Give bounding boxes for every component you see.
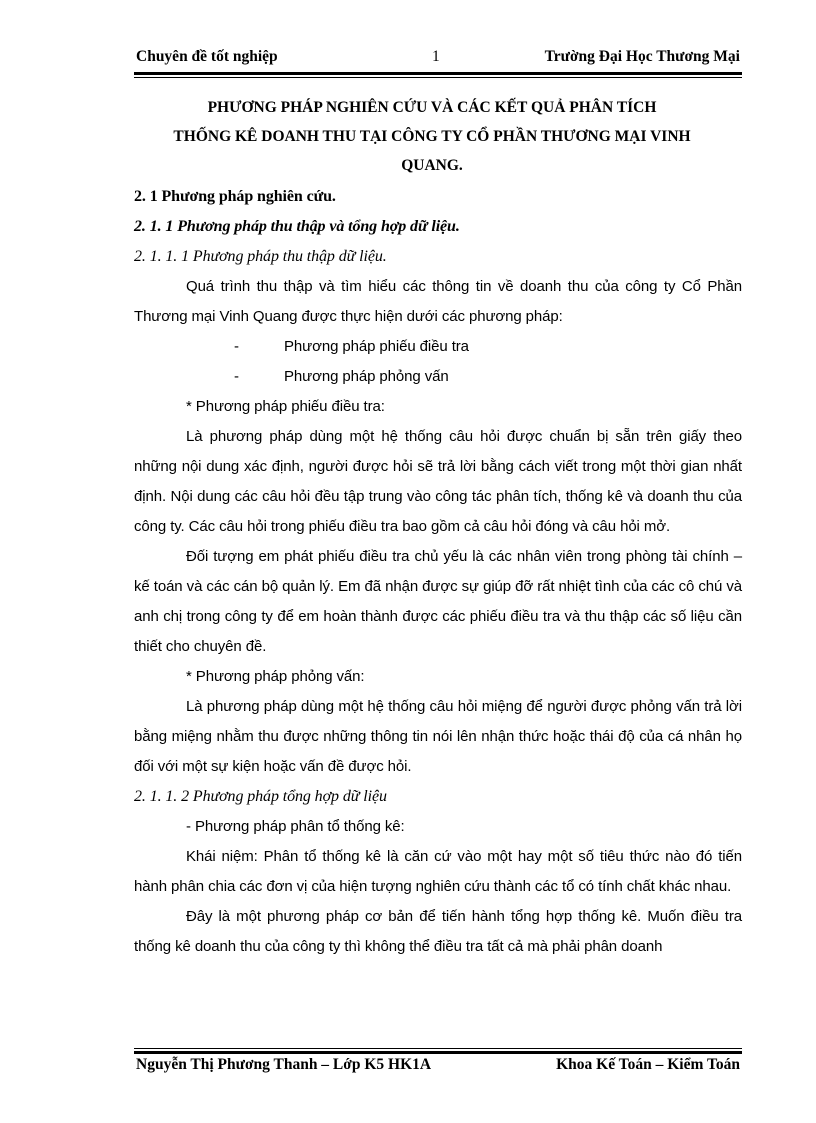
title-line: QUANG. bbox=[401, 157, 463, 174]
bullet-item bbox=[134, 332, 742, 362]
paragraph: Quá trình thu thập và tìm hiểu các thông tin về doanh thu của công ty Cổ Phần Thương mại Vinh Quang được thực hiện dưới các phương pháp: bbox=[134, 278, 742, 325]
bullet-marker: - bbox=[234, 338, 239, 355]
bullet-text: Phương pháp phỏng vấn bbox=[284, 368, 449, 385]
paragraph: Là phương pháp dùng một hệ thống câu hỏi miệng để người được phỏng vấn trả lời bằng miệng nhằm thu được những thông tin nói lên nhận thức hoặc thái độ của cá nhân họ đối với một sự kiện hoặc vấn đề được hỏi. bbox=[134, 698, 742, 775]
page-footer bbox=[136, 1056, 740, 1078]
paragraph: Khái niệm: Phân tổ thống kê là căn cứ vào một hay một số tiêu thức nào đó tiến hành phân chia các đơn vị của hiện tượng nghiên cứu thành các tổ có tính chất khác nhau. bbox=[134, 848, 742, 895]
chapter-title bbox=[136, 93, 728, 180]
header-right: Trường Đại Học Thương Mại bbox=[544, 48, 740, 65]
footer-left: Nguyễn Thị Phương Thanh – Lớp K5 HK1A bbox=[136, 1056, 432, 1073]
heading-2-1-1-1: 2. 1. 1. 1 Phương pháp thu thập dữ liệu. bbox=[134, 248, 387, 265]
heading-2-1-1-2: 2. 1. 1. 2 Phương pháp tổng hợp dữ liệu bbox=[134, 788, 387, 805]
footer-right: Khoa Kế Toán – Kiểm Toán bbox=[556, 1056, 740, 1073]
bullet-text: Phương pháp phiếu điều tra bbox=[284, 338, 469, 355]
title-line: THỐNG KÊ DOANH THU TẠI CÔNG TY CỔ PHẦN THƯƠNG MẠI VINH bbox=[173, 128, 691, 145]
title-line: PHƯƠNG PHÁP NGHIÊN CỨU VÀ CÁC KẾT QUẢ PHÂN TÍCH bbox=[207, 99, 657, 116]
page-header bbox=[136, 48, 740, 70]
body-content bbox=[134, 182, 742, 962]
header-left: Chuyên đề tốt nghiệp bbox=[136, 48, 278, 65]
footer-rule bbox=[134, 1051, 742, 1054]
heading-2-1: 2. 1 Phương pháp nghiên cứu. bbox=[134, 188, 336, 205]
page-number: 1 bbox=[432, 48, 440, 65]
paragraph: Là phương pháp dùng một hệ thống câu hỏi được chuẩn bị sẵn trên giấy theo những nội dung xác định, người được hỏi sẽ trả lời bằng cách viết trong một thời gian nhất định. Nội dung các câu hỏi đều tập trung vào công tác phân tích, thống kê và doanh thu của công ty. Các câu hỏi trong phiếu điều tra bao gồm cả câu hỏi đóng và câu hỏi mở. bbox=[134, 428, 742, 535]
header-rule-thin bbox=[134, 77, 742, 78]
paragraph: Đối tượng em phát phiếu điều tra chủ yếu là các nhân viên trong phòng tài chính – kế toán và các cán bộ quản lý. Em đã nhận được sự giúp đỡ rất nhiệt tình của các cô chú và anh chị trong công ty để em hoàn thành được các phiếu điều tra và thu thập các số liệu cần thiết cho chuyên đề. bbox=[134, 548, 742, 655]
paragraph: Đây là một phương pháp cơ bản để tiến hành tổng hợp thống kê. Muốn điều tra thống kê doanh thu của công ty thì không thể điều tra tất cả mà phải phân doanh bbox=[134, 908, 742, 955]
paragraph: * Phương pháp phiếu điều tra: bbox=[186, 398, 385, 415]
footer-rule-thin bbox=[134, 1048, 742, 1049]
header-rule bbox=[134, 72, 742, 75]
paragraph: * Phương pháp phỏng vấn: bbox=[186, 668, 365, 685]
bullet-marker: - bbox=[234, 368, 239, 385]
heading-2-1-1: 2. 1. 1 Phương pháp thu thập và tổng hợp dữ liệu. bbox=[134, 218, 460, 235]
paragraph: - Phương pháp phân tổ thống kê: bbox=[186, 818, 405, 835]
bullet-item bbox=[134, 362, 742, 392]
